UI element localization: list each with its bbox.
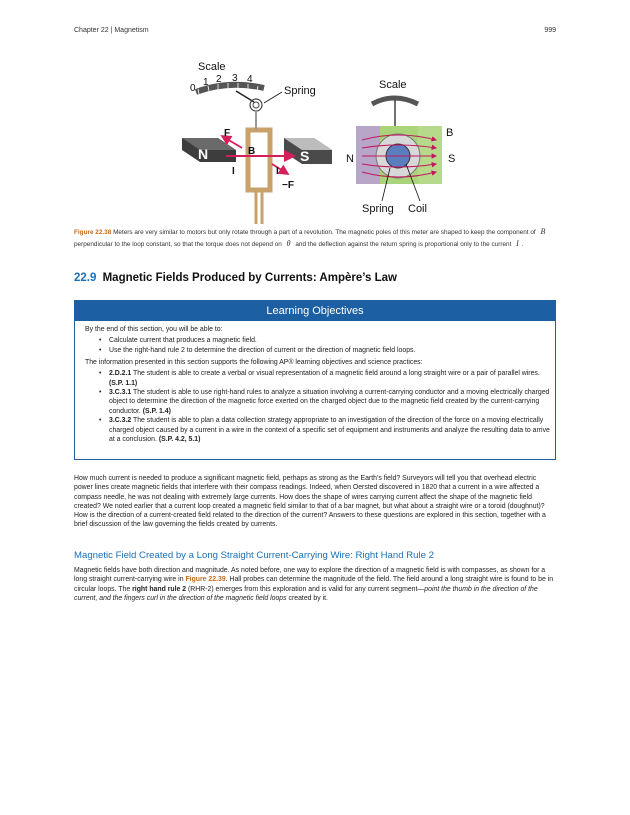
p2-text-1: Magnetic fields have both direction and magnitude. As noted before, one way to explore the direction of a magnetic field is with compasses, as shown for a long straight current-carrying wire in (74, 567, 546, 584)
field-b-label: B (248, 146, 256, 157)
scale-tick-2: 2 (216, 74, 222, 85)
ap-text: The student is able to plan a data collection strategy appropriate to an investigation of the direction of the force on a moving electrically charged object caused by a current in a wire in the context of a specific set of equipment and instruments and analyze the resulting data to arrive at a conclusion. (109, 417, 550, 443)
ap-text: The student is able to use right-hand rules to analyze a situation involving a current-carrying conductor and a moving electrically charged object to determine the direction of the magnetic force exerted on the charged object due to the magnetic field created by the current-carrying conductor. (109, 389, 550, 415)
left-spring-label: Spring (284, 85, 316, 97)
rhr2-paragraph (74, 566, 556, 603)
right-scale-title: Scale (379, 79, 407, 91)
learning-objectives-body (75, 321, 555, 444)
ap-list (109, 369, 555, 444)
force-bottom-label: −F (282, 180, 294, 191)
force-top-label: F (224, 128, 231, 139)
right-s-label: S (448, 153, 456, 165)
scale-tick-0: 0 (190, 83, 196, 94)
lo-list (109, 336, 555, 355)
learning-objectives-box (74, 300, 556, 460)
p2-text-4: created by it. (288, 594, 328, 602)
chapter-title: Chapter 22 | Magnetism (74, 27, 149, 34)
ap-item (109, 416, 555, 444)
force-bottom-arrow (272, 164, 288, 174)
p2-text-3: (RHR-2) emerges from this exploration and is valid for any current segment— (188, 585, 425, 593)
right-spring-label: Spring (362, 203, 394, 215)
right-n-label: N (346, 153, 354, 165)
left-n-pole-label: N (198, 146, 209, 162)
left-meter-diagram (182, 61, 332, 224)
rhr2-instruction: point the thumb in the direction of the current, and the fingers curl in the direction of the magnetic field loops (74, 585, 538, 602)
caption-symbol-b: B (540, 227, 546, 236)
scale-tick-1: 1 (203, 77, 209, 88)
lo-item: • Calculate current that produces a magnetic field. (109, 336, 555, 345)
current-loop (248, 130, 270, 190)
p2-text-2: . Hall probes can determine the magnitude of the field. The field around a long straight wire is found to be in circular loops. The (74, 576, 554, 593)
ap-item (109, 369, 555, 387)
learning-objectives-title: Learning Objectives (75, 301, 555, 321)
rhr2-term: right hand rule 2 (132, 585, 187, 593)
ap-sp: (S.P. 1.4) (142, 407, 171, 415)
right-coil-label: Coil (408, 203, 427, 215)
ap-code: 2.D.2.1 (109, 370, 132, 378)
ap-text: The student is able to create a verbal or visual representation of a magnetic field around a long straight wire or a pair of parallel wires. (133, 370, 540, 378)
figure-22-38-illustration (176, 58, 464, 226)
caption-text-2: perpendicular to the loop constant, so that the torque does not depend on (74, 241, 282, 248)
spring-coil (250, 99, 262, 111)
figure-number: Figure 22.38 (74, 229, 112, 236)
figure-22-39-link[interactable]: Figure 22.39 (185, 576, 226, 584)
left-scale-title: Scale (198, 61, 226, 73)
caption-text-3: and the deflection against the return spring is proportional only to the current (295, 241, 512, 248)
lo-intro: By the end of this section, you will be able to: (85, 326, 223, 333)
section-heading (74, 272, 556, 284)
lo-item: • Use the right-hand rule 2 to determine the direction of current or the direction of magnetic field loops. (109, 346, 555, 355)
meter-diagram (176, 58, 464, 226)
caption-text-1: Meters are very similar to motors but only rotate through a part of a revolution. The magnetic poles of this meter are shaped to keep the component of (113, 229, 536, 236)
ap-sp: (S.P. 4.2, 5.1) (158, 435, 201, 443)
ap-item (109, 388, 555, 416)
ap-sp: (S.P. 1.1) (109, 379, 138, 387)
right-meter-diagram (346, 79, 455, 215)
intro-paragraph: How much current is needed to produce a significant magnetic field, perhaps as strong as the Earth’s field? Surveyors will tell you that overhead electric power lines create magnetic fields that interfere with their compass readings. Indeed, when Oersted discovered in 1820 that a current in a wire affected a compass needle, he was not dealing with extremely large currents. How does the shape of wires carrying current affect the shape of the magnetic field created? We noted earlier that a current loop created a magnetic field similar to that of a bar magnet, but what about a straight wire or a toroid (doughnut)? How is the direction of a current-created field related to the direction of the current? Answers to these questions are explored in this section, together with a brief discussion of the law governing the fields created by currents. (74, 475, 546, 529)
left-s-pole-label: S (300, 148, 310, 164)
current-left-label: I (232, 166, 235, 177)
left-needle (236, 91, 254, 102)
ap-code: 3.C.3.2 (109, 417, 132, 425)
right-b-label: B (446, 127, 454, 139)
section-title-text: Magnetic Fields Produced by Currents: Ampère’s Law (102, 272, 397, 284)
running-header (74, 27, 556, 37)
scale-tick-4: 4 (247, 74, 253, 85)
caption-text-4: . (521, 241, 524, 248)
current-right-label: I (276, 166, 279, 177)
section-number: 22.9 (74, 272, 97, 284)
page-number: 999 (544, 27, 556, 34)
figure-caption (74, 226, 556, 250)
caption-symbol-theta: θ (286, 239, 291, 248)
ap-code: 3.C.3.1 (109, 389, 132, 397)
ap-intro: The information presented in this section supports the following AP® learning objectives and science practices: (85, 359, 423, 367)
caption-symbol-i: I (516, 239, 519, 248)
subsection-heading: Magnetic Field Created by a Long Straight Current-Carrying Wire: Right Hand Rule 2 (74, 550, 434, 561)
scale-tick-3: 3 (232, 73, 238, 84)
